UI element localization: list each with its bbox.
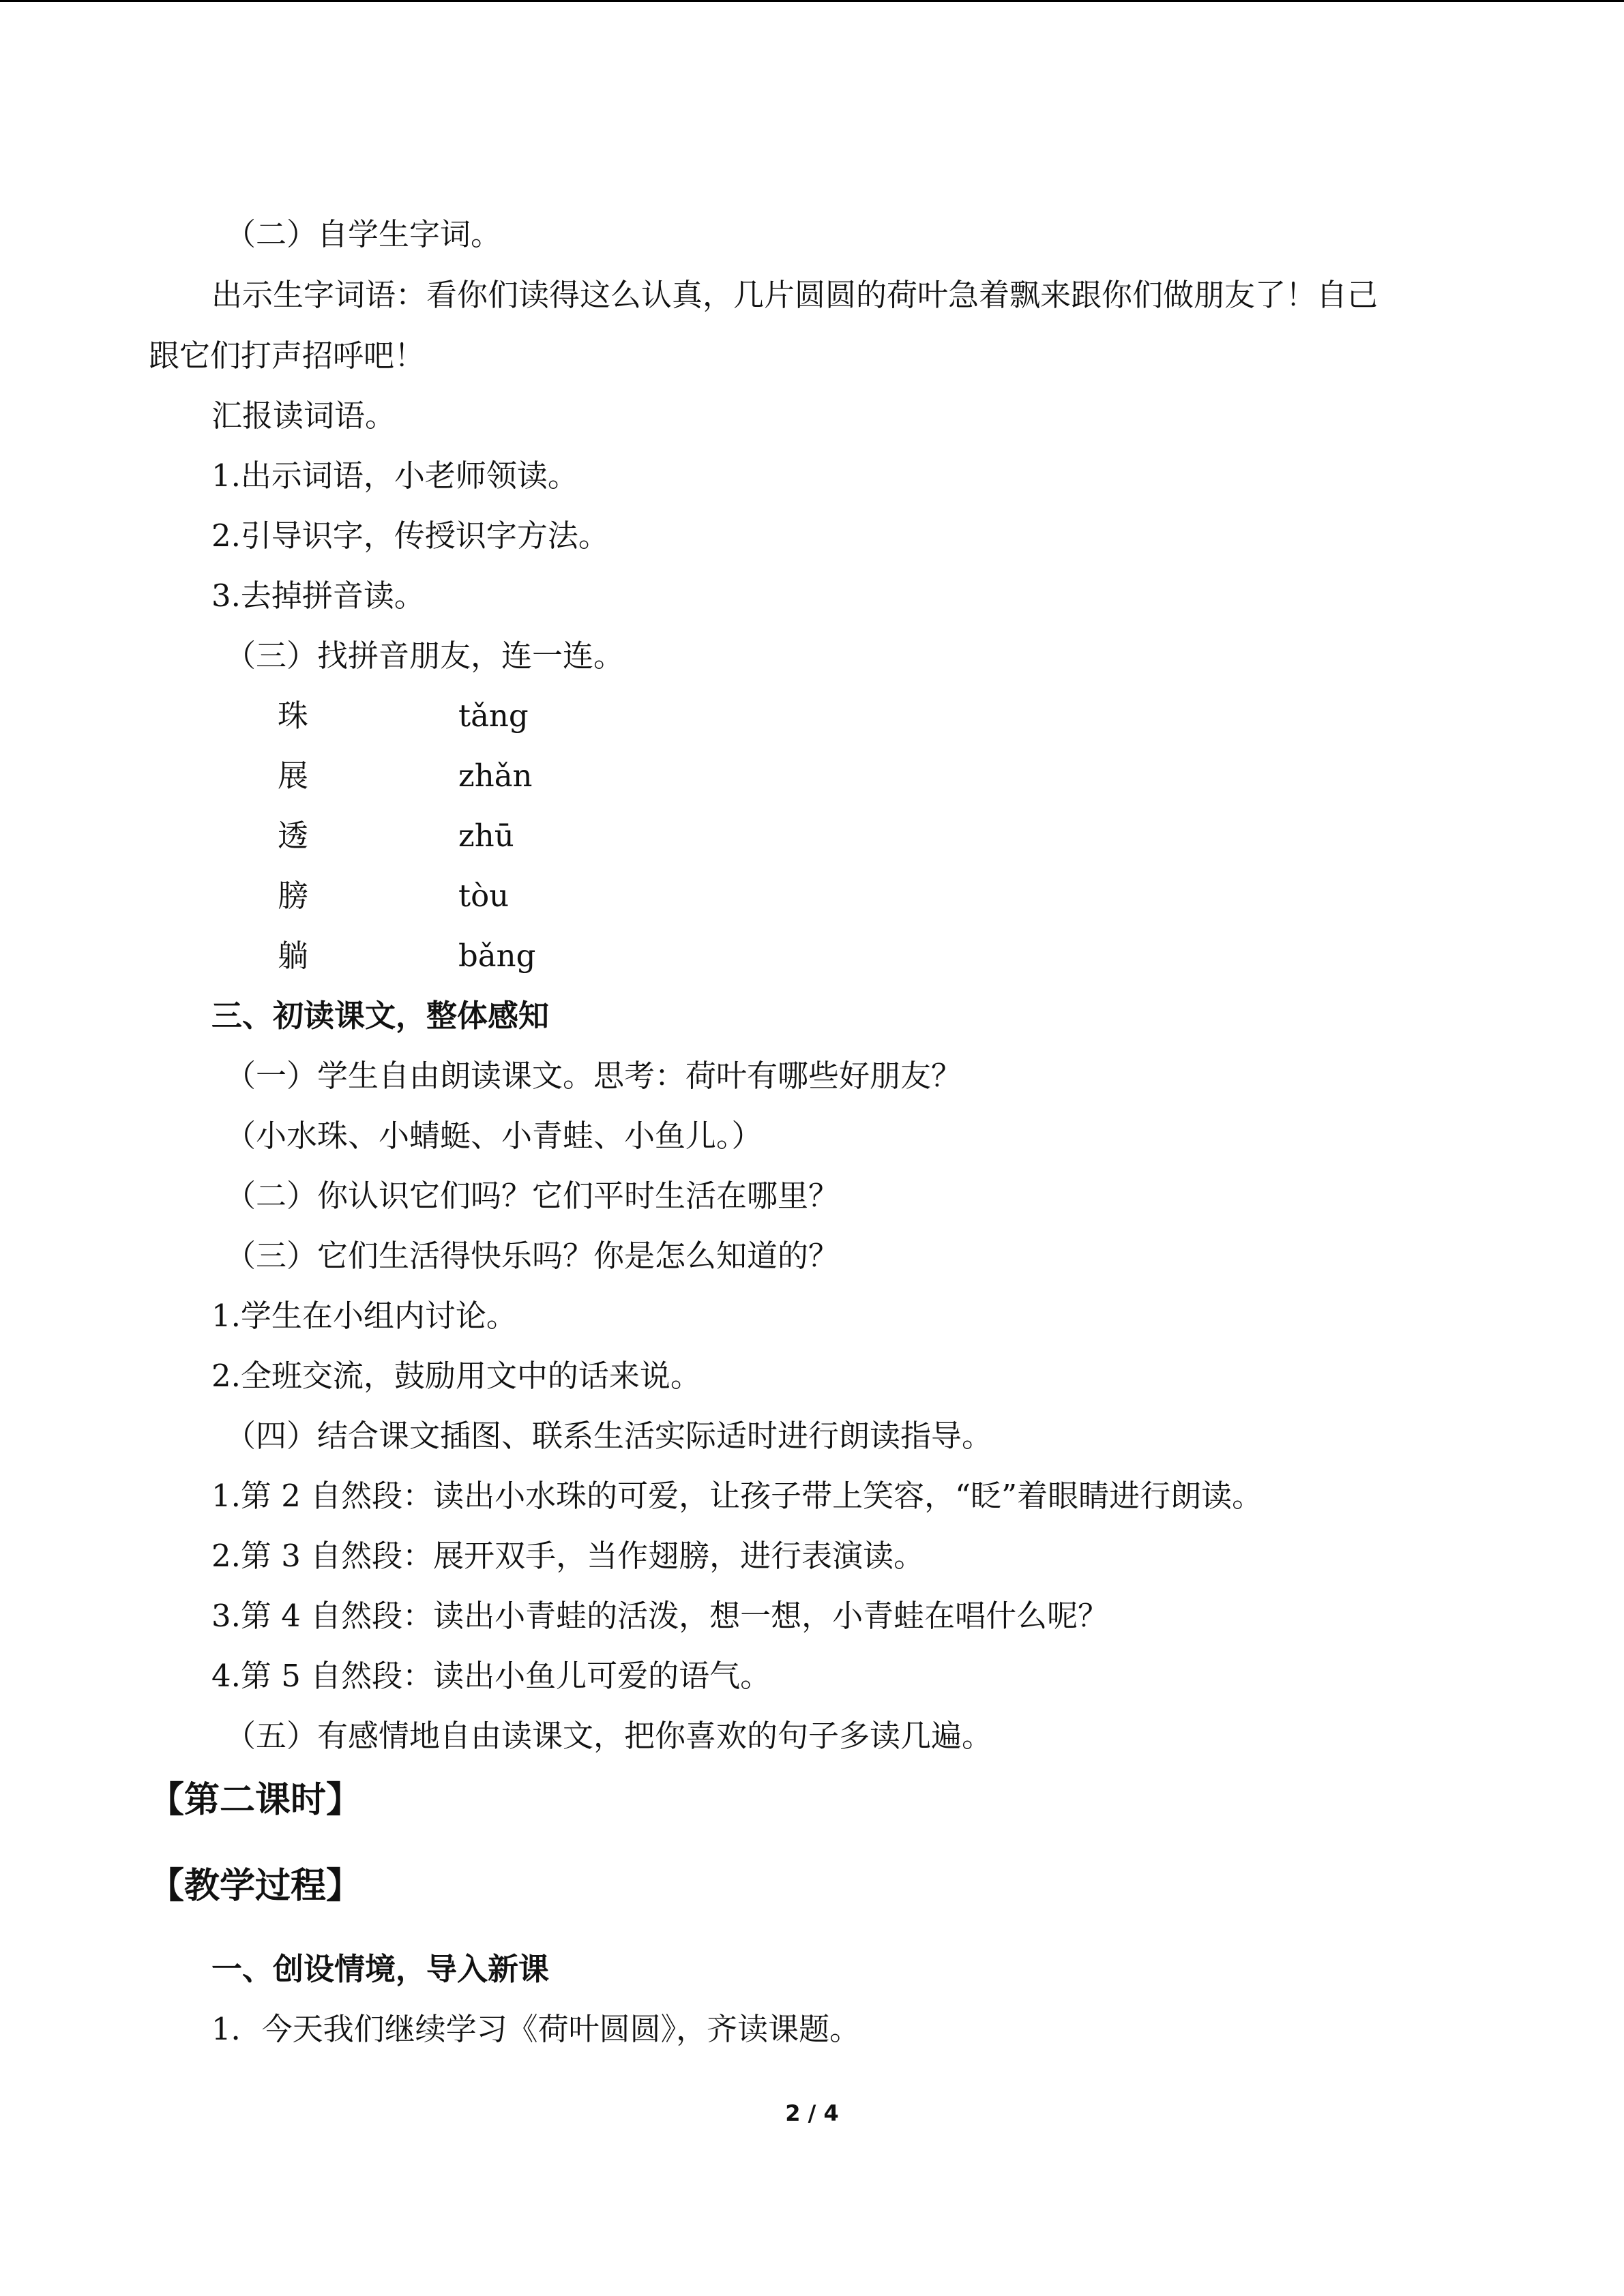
match-char: 躺 bbox=[278, 938, 309, 974]
list-item-3: 3.去掉拼音读。 bbox=[211, 578, 425, 614]
paragraph-show-words: 出示生字词语：看你们读得这么认真，几片圆圆的荷叶急着飘来跟你们做朋友了！自己 bbox=[211, 277, 1378, 313]
list-item: 3.第 4 自然段：读出小青蛙的活泼，想一想，小青蛙在唱什么呢？ bbox=[211, 1598, 1109, 1634]
list-item: 4.第 5 自然段：读出小鱼儿可爱的语气。 bbox=[211, 1658, 771, 1694]
match-pinyin: bǎng bbox=[458, 938, 536, 974]
list-item: 1.学生在小组内讨论。 bbox=[211, 1298, 517, 1334]
match-pinyin: zhū bbox=[458, 818, 514, 854]
paragraph: （四）结合课文插图、联系生活实际适时进行朗读指导。 bbox=[225, 1418, 993, 1454]
list-item: 1．今天我们继续学习《荷叶圆圆》，齐读课题。 bbox=[211, 2011, 861, 2047]
match-pinyin: zhǎn bbox=[458, 758, 533, 794]
paragraph: （小水珠、小蜻蜓、小青蛙、小鱼儿。） bbox=[225, 1118, 763, 1154]
paragraph-report: 汇报读词语。 bbox=[211, 398, 396, 434]
match-pinyin: tòu bbox=[458, 878, 510, 914]
match-char: 膀 bbox=[278, 878, 309, 914]
subsection-match: （三）找拼音朋友，连一连。 bbox=[225, 638, 625, 674]
heading-teaching-process: 【教学过程】 bbox=[149, 1866, 362, 1907]
paragraph: （一）学生自由朗读课文。思考：荷叶有哪些好朋友？ bbox=[225, 1058, 962, 1094]
match-char: 珠 bbox=[278, 698, 309, 734]
list-item: 1.第 2 自然段：读出小水珠的可爱，让孩子带上笑容，“眨”着眼睛进行朗读。 bbox=[211, 1478, 1263, 1514]
heading-second-lesson: 【第二课时】 bbox=[149, 1780, 362, 1821]
match-char: 展 bbox=[278, 758, 309, 794]
paragraph: （二）你认识它们吗？它们平时生活在哪里？ bbox=[225, 1178, 840, 1214]
list-item: 2.全班交流，鼓励用文中的话来说。 bbox=[211, 1358, 701, 1394]
match-pinyin: tǎng bbox=[458, 698, 529, 734]
page-number: 2 / 4 bbox=[785, 2100, 839, 2126]
subsection-self-study: （二）自学生字词。 bbox=[225, 216, 502, 252]
section-heading-first-reading: 三、初读课文，整体感知 bbox=[211, 998, 550, 1034]
paragraph: （五）有感情地自由读课文，把你喜欢的句子多读几遍。 bbox=[225, 1718, 993, 1754]
paragraph: （三）它们生活得快乐吗？你是怎么知道的？ bbox=[225, 1238, 840, 1274]
list-item-2: 2.引导识字，传授识字方法。 bbox=[211, 518, 609, 554]
paragraph-show-words-cont: 跟它们打声招呼吧！ bbox=[149, 338, 426, 374]
list-item: 2.第 3 自然段：展开双手，当作翅膀，进行表演读。 bbox=[211, 1538, 925, 1574]
match-char: 透 bbox=[278, 818, 309, 854]
section-heading-intro: 一、创设情境，导入新课 bbox=[211, 1951, 550, 1987]
list-item-1: 1.出示词语，小老师领读。 bbox=[211, 458, 578, 494]
